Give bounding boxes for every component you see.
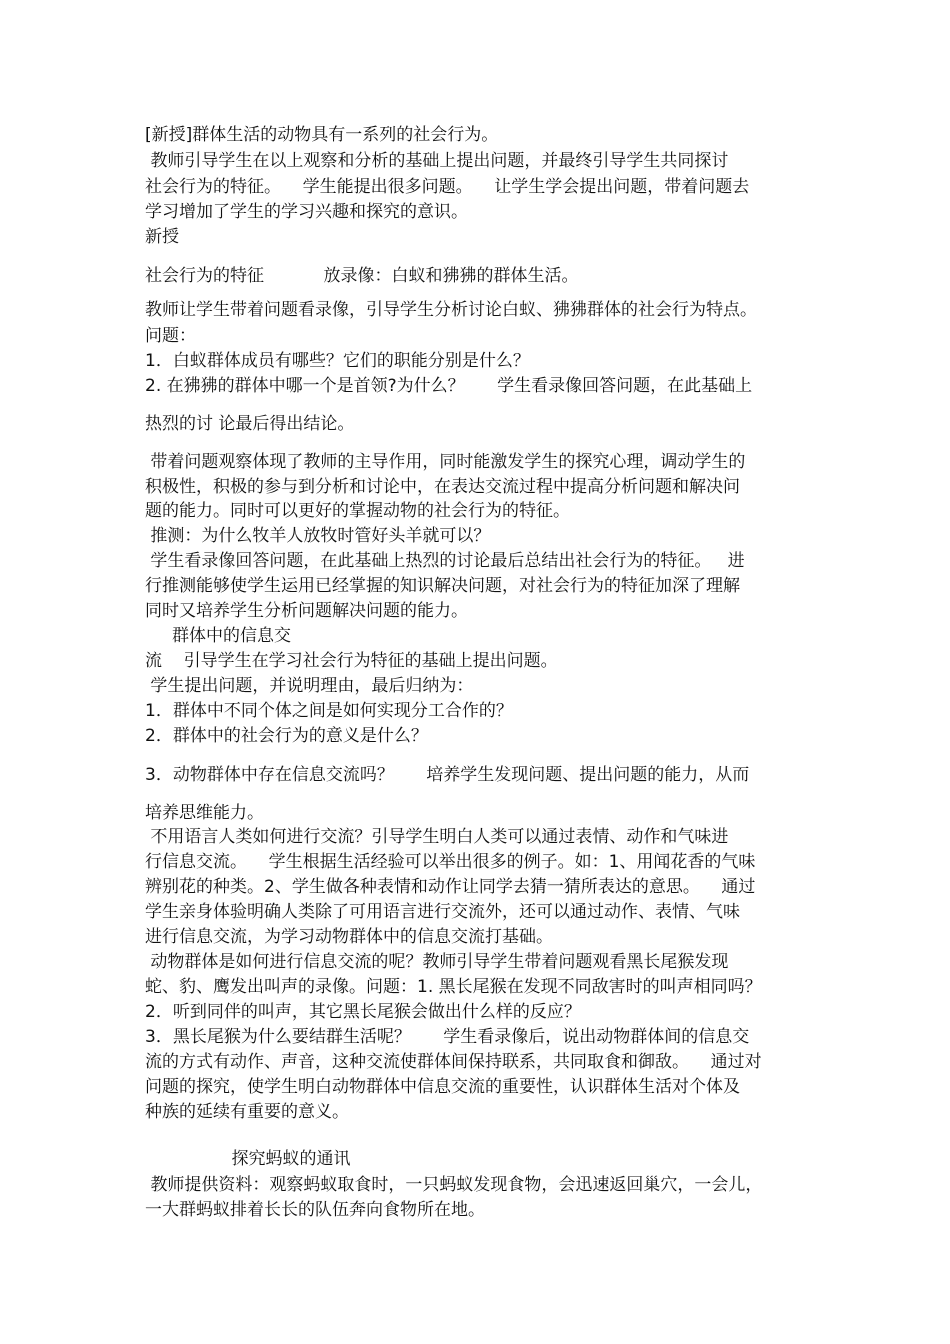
paragraph-line: 积极性，积极的参与到分析和讨论中，在表达交流过程中提高分析问题和解决问 [145,477,740,497]
paragraph-line: 流 引导学生在学习社会行为特征的基础上提出问题。 [145,651,558,671]
paragraph-line: 不用语言人类如何进行交流？引导学生明白人类可以通过表情、动作和气味进 [145,827,729,847]
list-item: 1．白蚁群体成员有哪些？它们的职能分别是什么？ [145,351,530,371]
paragraph-line: 带着问题观察体现了教师的主导作用，同时能激发学生的探究心理，调动学生的 [145,452,746,472]
paragraph-line: 学生亲身体验明确人类除了可用语言进行交流外，还可以通过动作、表情、气味 [145,902,740,922]
paragraph-line: 社会行为的特征。 学生能提出很多问题。 让学生学会提出问题，带着问题去 [145,177,750,197]
paragraph-line: 学生看录像回答问题，在此基础上热烈的讨论最后总结出社会行为的特征。 进 [145,551,745,571]
section-heading: 新授 [145,227,179,247]
paragraph-line: 辨别花的种类。2、学生做各种表情和动作让同学去猜一猜所表达的意思。 通过 [145,877,756,897]
list-item: 3．黑长尾猴为什么要结群生活呢？ 学生看录像后，说出动物群体间的信息交 [145,1027,750,1047]
section-heading: 群体中的信息交 [145,626,292,646]
paragraph-line: 一大群蚂蚁排着长长的队伍奔向食物所在地。 [145,1200,485,1220]
list-item: 1．群体中不同个体之间是如何实现分工合作的？ [145,701,513,721]
list-item: 2．群体中的社会行为的意义是什么？ [145,726,428,746]
list-item: 2．听到同伴的叫声，其它黑长尾猴会做出什么样的反应？ [145,1002,581,1022]
paragraph-line: 动物群体是如何进行信息交流的呢？教师引导学生带着问题观看黑长尾猴发现 [145,952,729,972]
paragraph-line: 种族的延续有重要的意义。 [145,1102,349,1122]
paragraph-line: [新授]群体生活的动物具有一系列的社会行为。 [145,125,499,145]
paragraph-line: 行信息交流。 学生根据生活经验可以举出很多的例子。如：1、用闻花香的气味 [145,852,756,872]
paragraph-line: 同时又培养学生分析问题解决问题的能力。 [145,601,468,621]
paragraph-line: 推测：为什么牧羊人放牧时管好头羊就可以？ [145,526,491,546]
paragraph-line: 教师引导学生在以上观察和分析的基础上提出问题，并最终引导学生共同探讨 [145,151,729,171]
paragraph-line: 社会行为的特征 放录像：白蚁和狒狒的群体生活。 [145,266,579,286]
paragraph-line: 问题的探究，使学生明白动物群体中信息交流的重要性，认识群体生活对个体及 [145,1077,740,1097]
paragraph-line: 教师让学生带着问题看录像，引导学生分析讨论白蚁、狒狒群体的社会行为特点。 [145,300,757,320]
paragraph-line: 进行信息交流，为学习动物群体中的信息交流打基础。 [145,927,553,947]
paragraph-line: 学习增加了学生的学习兴趣和探究的意识。 [145,202,468,222]
paragraph-line: 学生提出问题，并说明理由，最后归纳为： [145,676,474,696]
list-item: 3．动物群体中存在信息交流吗？ 培养学生发现问题、提出问题的能力，从而 [145,765,750,785]
list-item: 2. 在狒狒的群体中哪一个是首领?为什么？ 学生看录像回答问题，在此基础上 [145,376,753,396]
paragraph-line: 热烈的讨 论最后得出结论。 [145,414,355,434]
paragraph-line: 问题： [145,326,196,346]
section-heading: 探究蚂蚁的通讯 [145,1149,351,1169]
paragraph-line: 培养思维能力。 [145,803,264,823]
paragraph-line: 流的方式有动作、声音，这种交流使群体间保持联系，共同取食和御敌。 通过对 [145,1052,762,1072]
paragraph-line: 行推测能够使学生运用已经掌握的知识解决问题，对社会行为的特征加深了理解 [145,576,740,596]
paragraph-line: 题的能力。同时可以更好的掌握动物的社会行为的特征。 [145,501,570,521]
paragraph-line: 蛇、豹、鹰发出叫声的录像。问题：1. 黑长尾猴在发现不同敌害时的叫声相同吗？ [145,977,762,997]
paragraph-line: 教师提供资料：观察蚂蚁取食时，一只蚂蚁发现食物，会迅速返回巢穴，一会儿， [145,1175,763,1195]
